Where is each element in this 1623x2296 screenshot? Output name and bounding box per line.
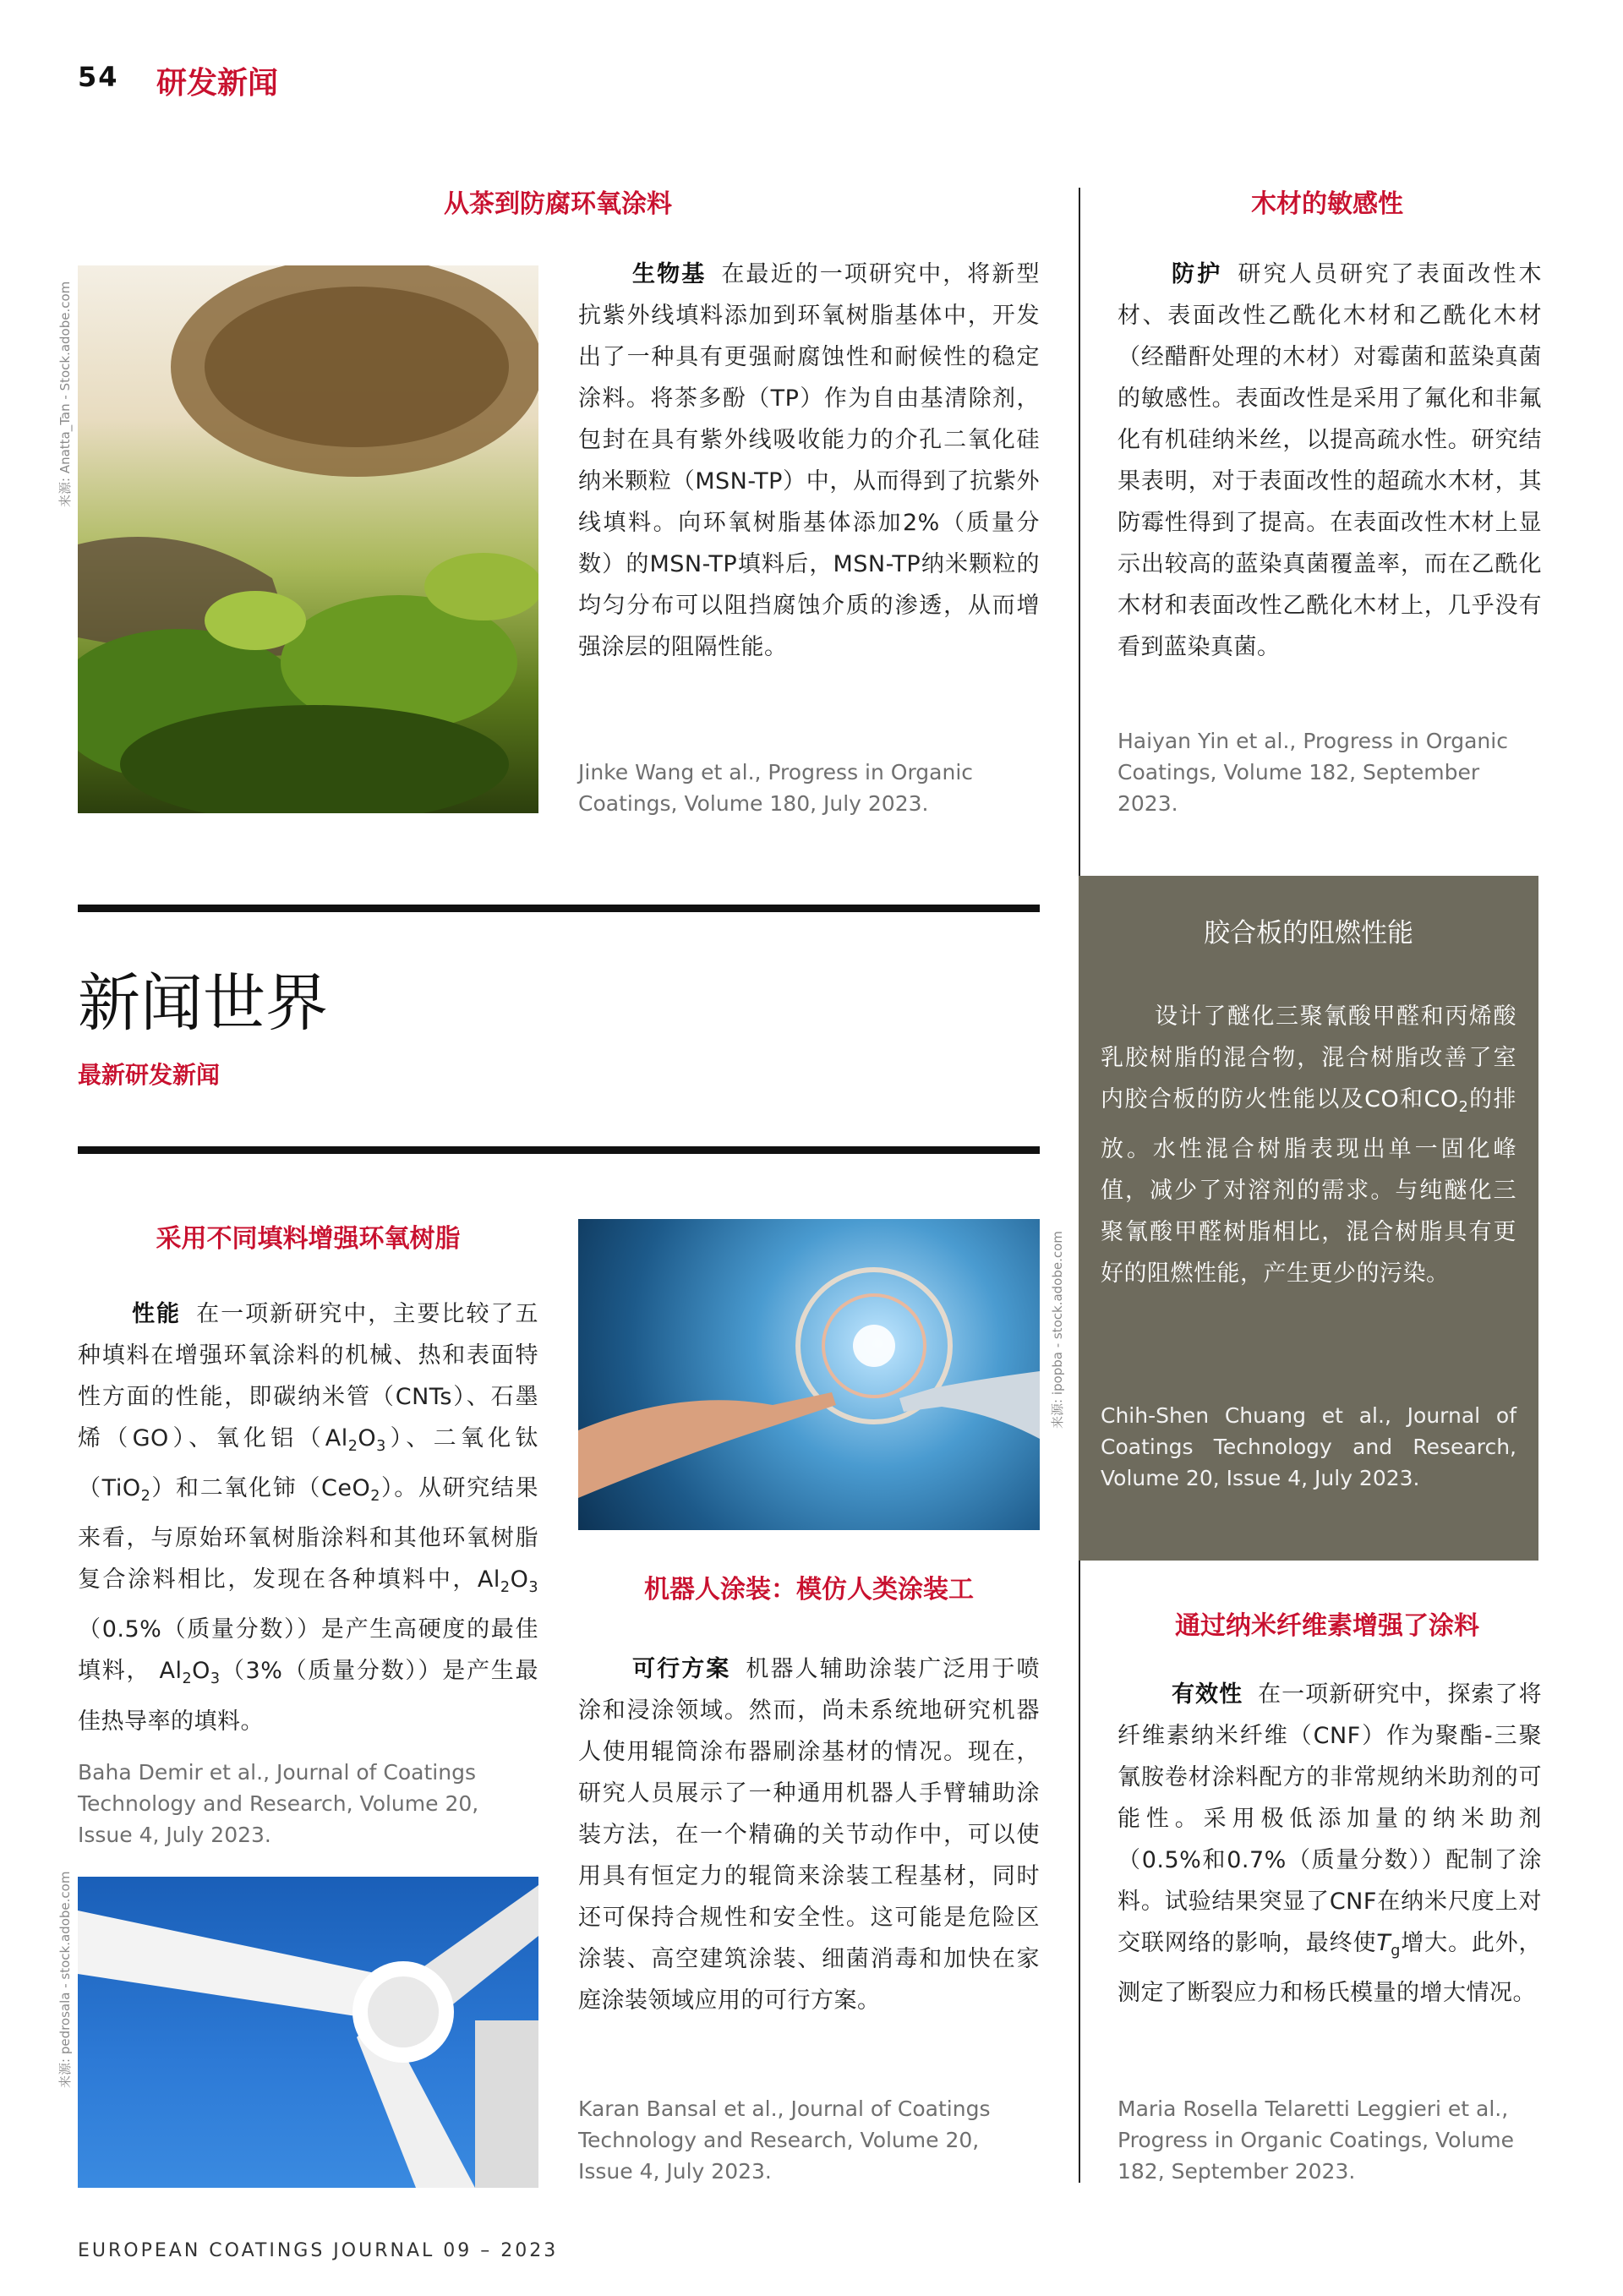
- section-title: 研发新闻: [156, 66, 279, 101]
- article-text-wood: 研究人员研究了表面改性木材、表面改性乙酰化木材和乙酰化木材（经醋酐处理的木材）对霉菌和蓝染真菌的敏感性。表面改性是采用了氟化和非氟化有机硅纳米丝，以提高疏水性。研究结果表明，对于表面改性的超疏水木材，其防霉性得到了提高。在表面改性木材上显示出较高的蓝染真菌覆盖率，而在乙酰化木材和表面改性乙酰化木材上，几乎没有看到蓝染真菌。: [1118, 261, 1543, 660]
- article-reference-cnf: Maria Rosella Telaretti Leggieri et al., Progress in Organic Coatings, Volume 182, September 2023.: [1118, 2096, 1514, 2184]
- article-reference-epoxy: Baha Demir et al., Journal of Coatings Technology and Research, Volume 20, Issue 4, July 2023.: [78, 1760, 479, 1847]
- epoxy-t1: 在一项新研究中，主要比较了五种填料在增强环氧涂料的机械、热和表面特性方面的性能，即碳纳米管（CNTs）、石墨烯（GO）、氧化铝（Al: [78, 1301, 539, 1451]
- article-reference-plywood: Chih-Shen Chuang et al., Journal of Coatings Technology and Research, Volume 20, Issue 4, July 2023.: [1101, 1403, 1516, 1490]
- plywood-sub: 2: [1458, 1099, 1469, 1117]
- tea-harvest-photo: [78, 265, 538, 813]
- epoxy-t5: ）。从研究结果来看，与原始环氧树脂涂料和其他环氧树脂复合涂料相比，发现在各种填料中，Al: [78, 1475, 539, 1594]
- article-text-tea: 在最近的一项研究中，将新型抗紫外线填料添加到环氧树脂基体中，开发出了一种具有更强耐腐蚀性和耐候性的稳定涂料。将茶多酚（TP）作为自由基清除剂，包封在具有紫外线吸收能力的介孔二氧化硅纳米颗粒（MSN-TP）中，从而得到了抗紫外线填料。向环氧树脂基体添加2%（质量分数）的MSN-TP填料后，MSN-TP纳米颗粒的均匀分布可以阻挡腐蚀介质的渗透，从而增强涂层的阻隔性能。: [578, 261, 1041, 660]
- epoxy-s3: 2: [140, 1488, 151, 1506]
- epoxy-t4: ）和二氧化铈（CeO: [150, 1475, 371, 1502]
- cnf-text-2: 增大。此外，测定了断裂应力和杨氏模量的增大情况。: [1118, 1930, 1543, 2007]
- article-body-robot: [578, 1648, 1040, 2021]
- article-lead-cnf: 有效性: [1172, 1681, 1243, 1708]
- article-lead-tea: 生物基: [632, 261, 707, 287]
- cnf-tg-sub: g: [1391, 1943, 1401, 1960]
- article-reference-robot: Karan Bansal et al., Journal of Coatings Technology and Research, Volume 20, Issue 4, July 2023.: [578, 2096, 991, 2184]
- section-subheading: 最新研发新闻: [78, 1061, 221, 1089]
- epoxy-s5: 2: [500, 1579, 511, 1597]
- epoxy-t3: ）、二氧化钛（TiO: [78, 1425, 539, 1502]
- epoxy-t2: O: [358, 1425, 377, 1451]
- article-body-wood: [1118, 254, 1542, 668]
- photo-credit-robot: 来源: ipopba - stock.adobe.com: [1050, 1231, 1065, 1429]
- article-body-cnf: [1118, 1674, 1542, 2014]
- cnf-tg: T: [1376, 1930, 1391, 1956]
- article-reference-tea: Jinke Wang et al., Progress in Organic Coatings, Volume 180, July 2023.: [578, 760, 974, 816]
- epoxy-s1: 2: [347, 1438, 358, 1456]
- wind-turbine-photo: [78, 1877, 538, 2188]
- page-number: 54: [78, 61, 119, 93]
- epoxy-s6: 3: [528, 1579, 538, 1597]
- article-title-wood: 木材的敏感性: [1251, 189, 1403, 219]
- article-lead-wood: 防护: [1172, 261, 1223, 287]
- robot-hand-photo: [578, 1219, 1040, 1530]
- epoxy-s4: 2: [370, 1488, 380, 1506]
- epoxy-s8: 3: [210, 1670, 221, 1688]
- rule-top: [78, 905, 1040, 912]
- plywood-text-2: 的排放。水性混合树脂表现出单一固化峰值，减少了对溶剂的需求。与纯醚化三聚氰酸甲醛树脂相比，混合树脂具有更好的阻燃性能，产生更少的污染。: [1101, 1086, 1516, 1287]
- photo-credit-tea: 来源: Anatta_Tan - Stock.adobe.com: [57, 281, 73, 507]
- sidebar-box: [1079, 876, 1538, 1561]
- article-title-epoxy: 采用不同填料增强环氧树脂: [156, 1224, 461, 1254]
- footer-journal: EUROPEAN COATINGS JOURNAL 09 – 2023: [78, 2240, 559, 2261]
- article-lead-robot: 可行方案: [632, 1656, 731, 1682]
- rule-bottom: [78, 1146, 1040, 1154]
- article-lead-epoxy: 性能: [132, 1301, 182, 1327]
- epoxy-s2: 3: [376, 1438, 386, 1456]
- epoxy-t8: O: [192, 1658, 210, 1685]
- plywood-text-1: 设计了醚化三聚氰酸甲醛和丙烯酸乳胶树脂的混合物，混合树脂改善了室内胶合板的防火性能以及CO和CO: [1101, 1003, 1516, 1112]
- article-body-plywood: [1101, 996, 1516, 1294]
- epoxy-s7: 2: [182, 1670, 193, 1688]
- article-body-tea: [578, 254, 1040, 668]
- section-heading-news-world: 新闻世界: [78, 967, 328, 1040]
- epoxy-t6: O: [510, 1566, 529, 1594]
- article-title-tea: 从茶到防腐环氧涂料: [444, 189, 672, 219]
- article-title-plywood: 胶合板的阻燃性能: [1204, 918, 1413, 948]
- epoxy-t7: （0.5%（质量分数））是产生高硬度的最佳填料， Al: [78, 1616, 538, 1685]
- article-title-cnf: 通过纳米纤维素增强了涂料: [1175, 1611, 1479, 1641]
- article-title-robot: 机器人涂装：模仿人类涂装工: [644, 1575, 974, 1604]
- article-text-robot: 机器人辅助涂装广泛用于喷涂和浸涂领域。然而，尚未系统地研究机器人使用辊筒涂布器刷涂基材的情况。现在，研究人员展示了一种通用机器人手臂辅助涂装方法，在一个精确的关节动作中，可以使用具有恒定力的辊筒来涂装工程基材，同时还可保持合规性和安全性。这可能是危险区涂装、高空建筑涂装、细菌消毒和加快在家庭涂装领域应用的可行方案。: [578, 1656, 1041, 2014]
- photo-credit-turbine: 来源: pedrosala - stock.adobe.com: [57, 1871, 73, 2088]
- article-body-epoxy: [78, 1293, 538, 1742]
- epoxy-t9: （3%（质量分数））是产生最佳热导率的填料。: [78, 1658, 538, 1735]
- article-reference-wood: Haiyan Yin et al., Progress in Organic Coatings, Volume 182, September 2023.: [1118, 729, 1508, 816]
- cnf-text-1: 在一项新研究中，探索了将纤维素纳米纤维（CNF）作为聚酯-三聚氰胺卷材涂料配方的非常规纳米助剂的可能性。采用极低添加量的纳米助剂（0.5%和0.7%（质量分数））配制了涂料。试验结果突显了CNF在纳米尺度上对交联网络的影响，最终使: [1118, 1681, 1543, 1956]
